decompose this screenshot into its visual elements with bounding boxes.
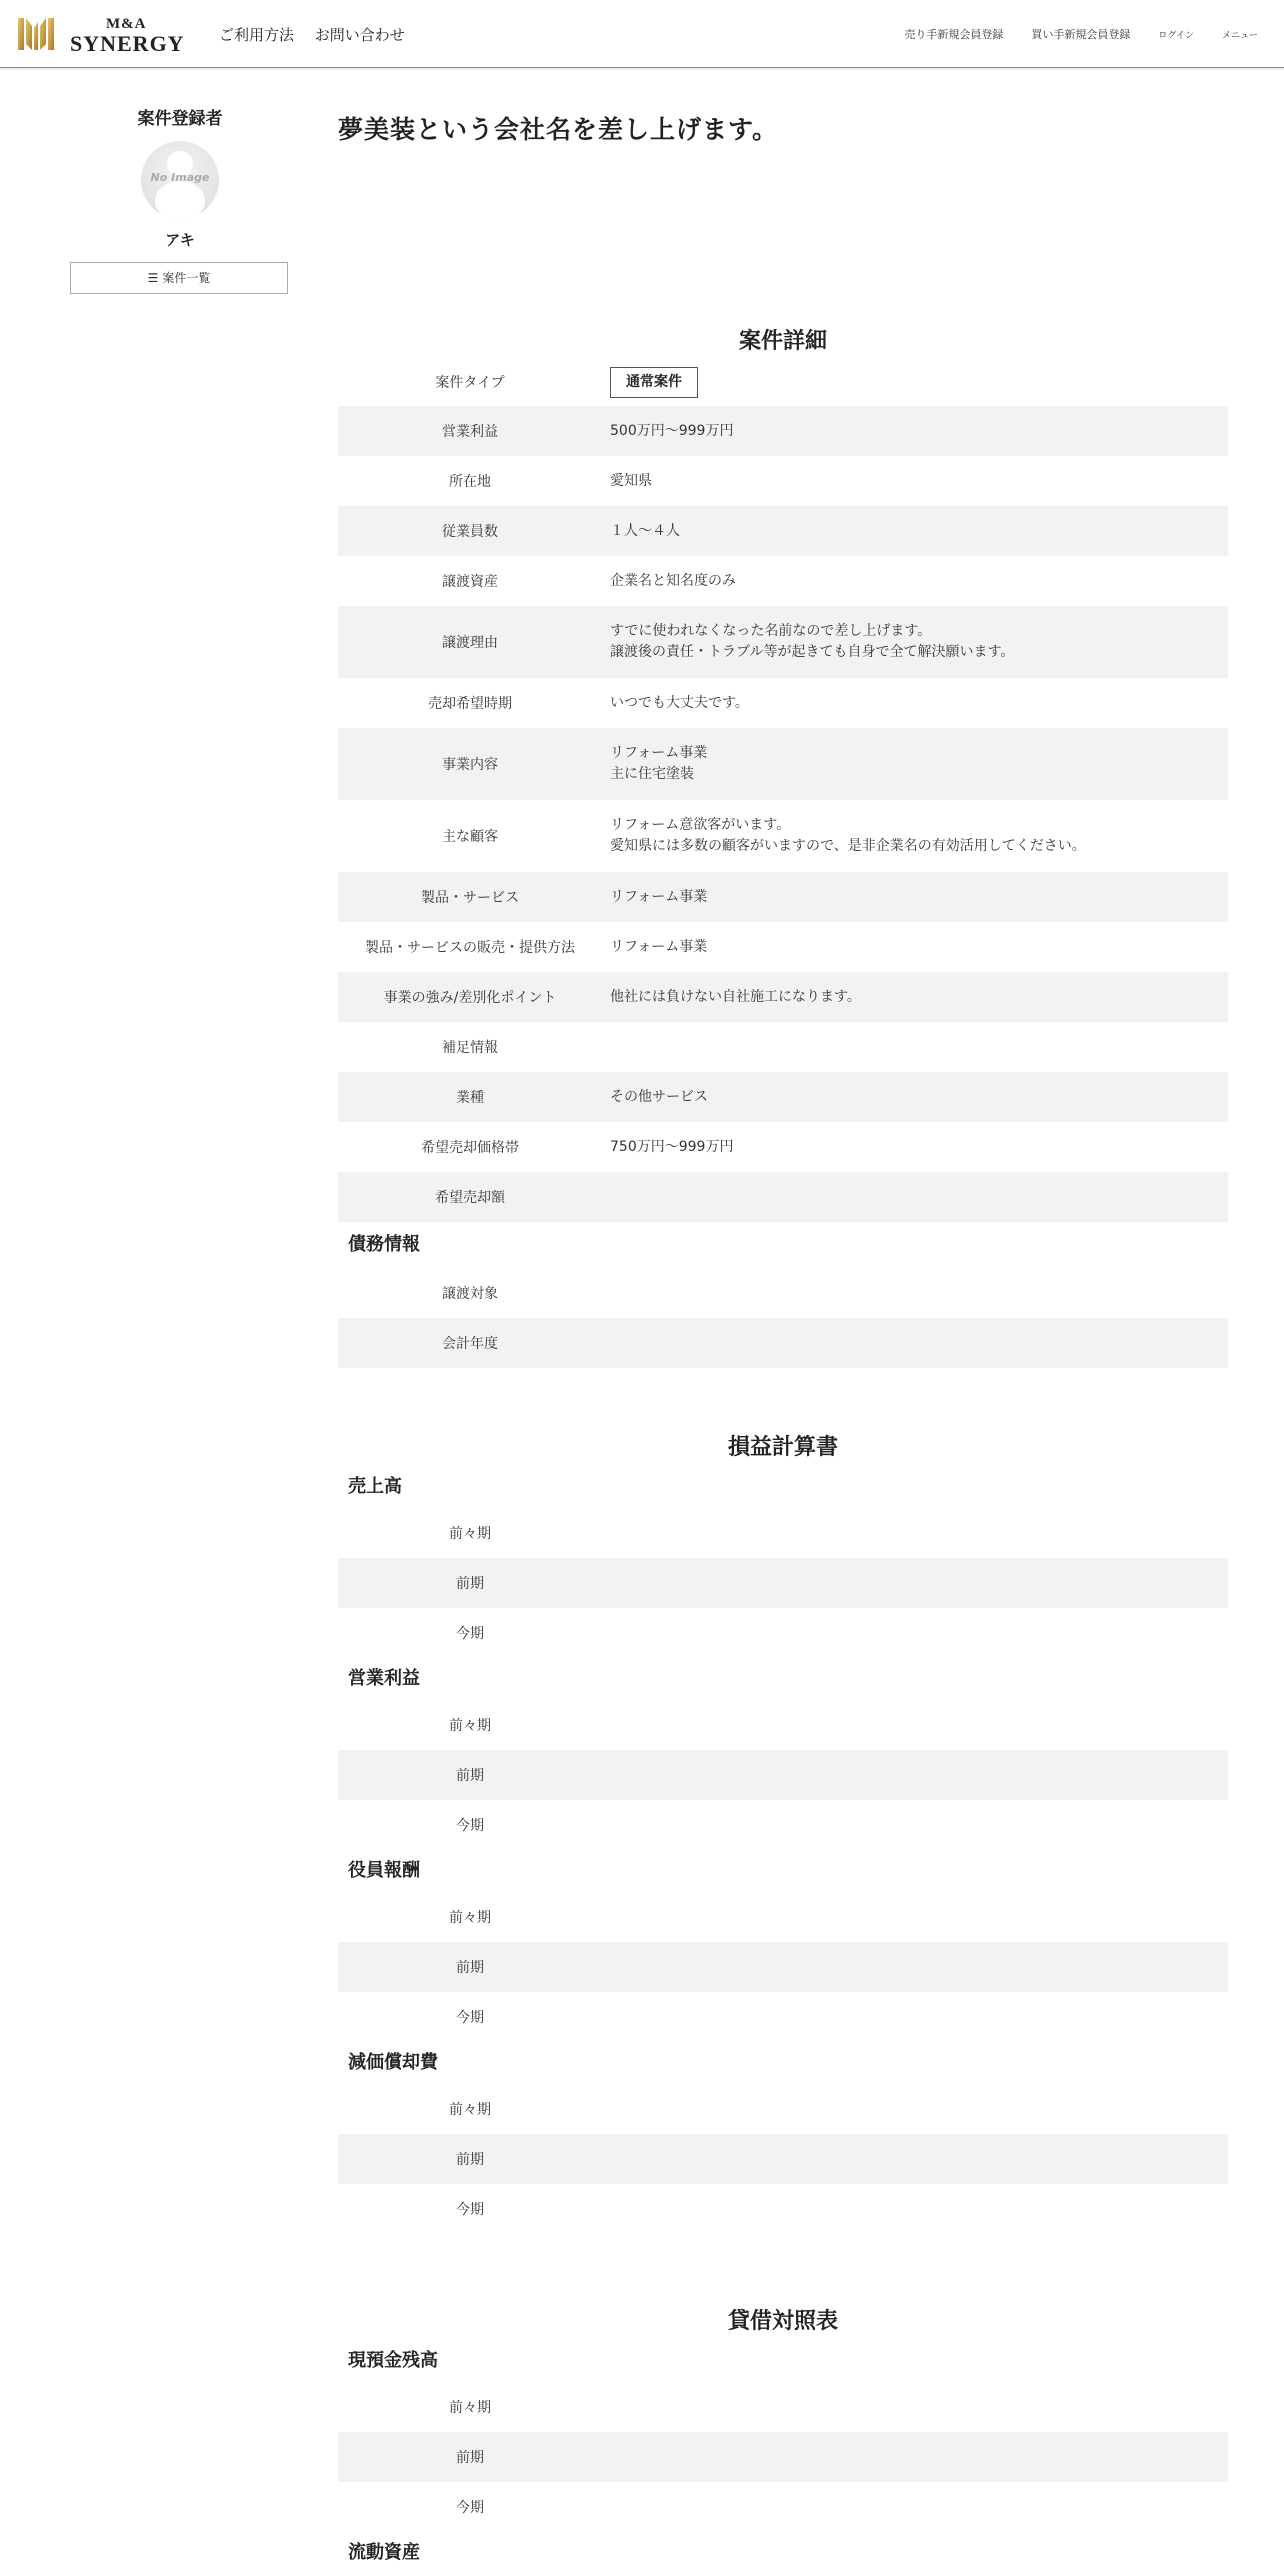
period-label: 今期	[456, 1626, 484, 1642]
period-row	[338, 2184, 1228, 2234]
detail-label: 営業利益	[442, 424, 498, 440]
deal-list-button[interactable]	[70, 262, 288, 294]
buy-register-link[interactable]: 買い手新規会員登録	[1031, 28, 1131, 41]
pl-group-heading: 営業利益	[348, 1668, 420, 1689]
period-row	[338, 2084, 1228, 2134]
balance-sheet-heading: 貸借対照表	[727, 2309, 838, 2334]
logo-text-top: M&A	[106, 16, 147, 32]
detail-value: リフォーム事業	[610, 938, 708, 955]
detail-row	[338, 606, 1228, 678]
detail-label: 主な顧客	[442, 829, 498, 845]
period-label: 前々期	[449, 1526, 491, 1542]
detail-value-line: リフォーム意欲客がいます。	[610, 817, 791, 833]
period-row	[338, 1558, 1228, 1608]
period-label: 今期	[456, 2010, 484, 2026]
nav-how-to-use[interactable]: ご利用方法	[219, 26, 295, 44]
period-row	[338, 1800, 1228, 1850]
detail-label: 業種	[456, 1090, 484, 1106]
detail-value: 500万円～999万円	[610, 422, 734, 439]
detail-value: 750万円～999万円	[610, 1138, 734, 1155]
period-row	[338, 1942, 1228, 1992]
registrant-name: アキ	[165, 231, 195, 249]
detail-row	[338, 922, 1228, 972]
pl-group-heading: 減価償却費	[348, 2052, 438, 2073]
debt-row	[338, 1318, 1228, 1368]
debt-label: 会計年度	[442, 1336, 498, 1352]
period-label: 今期	[456, 2500, 484, 2516]
avatar-placeholder-text: No Image	[150, 171, 210, 184]
detail-value-line: すでに使われなくなった名前なので差し上げます。	[610, 623, 932, 639]
sidebar	[70, 104, 290, 294]
detail-value: その他サービス	[610, 1088, 708, 1105]
detail-label: 希望売却価格帯	[421, 1140, 519, 1156]
detail-label: 製品・サービスの販売・提供方法	[365, 940, 575, 956]
main-nav	[219, 24, 421, 45]
detail-value-line: リフォーム事業	[610, 745, 708, 761]
bs-group-heading: 流動資産	[348, 2542, 420, 2563]
income-statement	[338, 1466, 1228, 2234]
period-row	[338, 1508, 1228, 1558]
period-label: 前々期	[449, 1718, 491, 1734]
sell-register-link[interactable]: 売り手新規会員登録	[904, 28, 1004, 41]
detail-row	[338, 1072, 1228, 1122]
detail-row	[338, 556, 1228, 606]
details-table	[338, 358, 1228, 1222]
list-icon: ☰	[147, 271, 159, 285]
detail-value	[602, 367, 1228, 398]
period-row	[338, 1892, 1228, 1942]
detail-label: 補足情報	[442, 1040, 498, 1056]
detail-label: 事業内容	[442, 757, 498, 773]
page-title: 夢美装という会社名を差し上げます。	[338, 115, 779, 144]
detail-value	[602, 621, 1228, 663]
deal-list-button-label: 案件一覧	[162, 271, 211, 285]
detail-label: 譲渡理由	[442, 635, 498, 651]
detail-row	[338, 358, 1228, 406]
detail-row	[338, 456, 1228, 506]
debt-row	[338, 1268, 1228, 1318]
detail-row	[338, 1022, 1228, 1072]
detail-value: 愛知県	[610, 472, 652, 489]
main-content	[338, 110, 1228, 2568]
detail-value: 他社には負けない自社施工になります。	[610, 988, 861, 1005]
debt-info-heading: 債務情報	[348, 1234, 420, 1255]
period-label: 前期	[456, 1768, 484, 1784]
site-header	[0, 0, 1284, 68]
details-heading: 案件詳細	[738, 329, 827, 354]
logo-text-main: SYNERGY	[70, 31, 185, 56]
detail-label: 案件タイプ	[435, 375, 505, 391]
menu-link[interactable]: メニュー	[1221, 30, 1258, 41]
detail-value: いつでも大丈夫です。	[610, 694, 749, 711]
site-logo[interactable]	[16, 14, 185, 56]
period-row	[338, 2432, 1228, 2482]
period-row	[338, 2382, 1228, 2432]
debt-table	[338, 1268, 1228, 1368]
detail-value: リフォーム事業	[610, 888, 708, 905]
login-link[interactable]: ログイン	[1158, 30, 1194, 41]
detail-row	[338, 800, 1228, 872]
detail-value	[602, 815, 1228, 857]
period-label: 前々期	[449, 2400, 491, 2416]
detail-label: 所在地	[449, 474, 491, 490]
detail-value: １人～４人	[610, 522, 680, 539]
detail-row	[338, 1122, 1228, 1172]
account-nav	[904, 26, 1258, 42]
detail-row	[338, 872, 1228, 922]
logo-mark-icon	[16, 14, 56, 54]
period-label: 今期	[456, 2202, 484, 2218]
period-label: 前々期	[449, 2102, 491, 2118]
period-row	[338, 1608, 1228, 1658]
detail-label: 希望売却額	[435, 1190, 505, 1206]
period-label: 前期	[456, 1576, 484, 1592]
period-row	[338, 1992, 1228, 2042]
period-label: 前期	[456, 2450, 484, 2466]
pl-group-heading: 役員報酬	[348, 1860, 420, 1881]
detail-row	[338, 972, 1228, 1022]
detail-label: 譲渡資産	[442, 574, 498, 590]
detail-label: 製品・サービス	[421, 890, 519, 906]
detail-row	[338, 1172, 1228, 1222]
income-statement-heading: 損益計算書	[727, 1435, 838, 1460]
period-row	[338, 1750, 1228, 1800]
period-label: 前期	[456, 1960, 484, 1976]
period-row	[338, 2134, 1228, 2184]
detail-value-line: 譲渡後の責任・トラブル等が起きても自身で全て解決願います。	[610, 644, 1015, 660]
detail-label: 事業の強み/差別化ポイント	[383, 990, 557, 1006]
period-row	[338, 2482, 1228, 2532]
nav-contact[interactable]: お問い合わせ	[314, 26, 405, 44]
bs-group-heading: 現預金残高	[348, 2350, 438, 2371]
debt-label: 譲渡対象	[442, 1286, 498, 1302]
detail-value-line: 主に住宅塗装	[610, 766, 694, 782]
period-label: 前々期	[449, 1910, 491, 1926]
detail-row	[338, 728, 1228, 800]
pl-group-heading: 売上高	[348, 1476, 402, 1497]
deal-type-badge: 通常案件	[610, 367, 698, 398]
detail-row	[338, 506, 1228, 556]
detail-label: 売却希望時期	[428, 696, 512, 712]
period-label: 前期	[456, 2152, 484, 2168]
avatar	[141, 141, 219, 219]
detail-value: 企業名と知名度のみ	[610, 572, 736, 589]
registrant-title: 案件登録者	[137, 109, 223, 129]
detail-value-line: 愛知県には多数の顧客がいますので、是非企業名の有効活用してください。	[610, 838, 1086, 854]
balance-sheet	[338, 2340, 1228, 2568]
detail-value	[602, 743, 1228, 785]
detail-label: 従業員数	[442, 524, 498, 540]
detail-row	[338, 406, 1228, 456]
avatar-body-shape	[155, 181, 205, 219]
period-label: 今期	[456, 1818, 484, 1834]
period-row	[338, 1700, 1228, 1750]
detail-row	[338, 678, 1228, 728]
